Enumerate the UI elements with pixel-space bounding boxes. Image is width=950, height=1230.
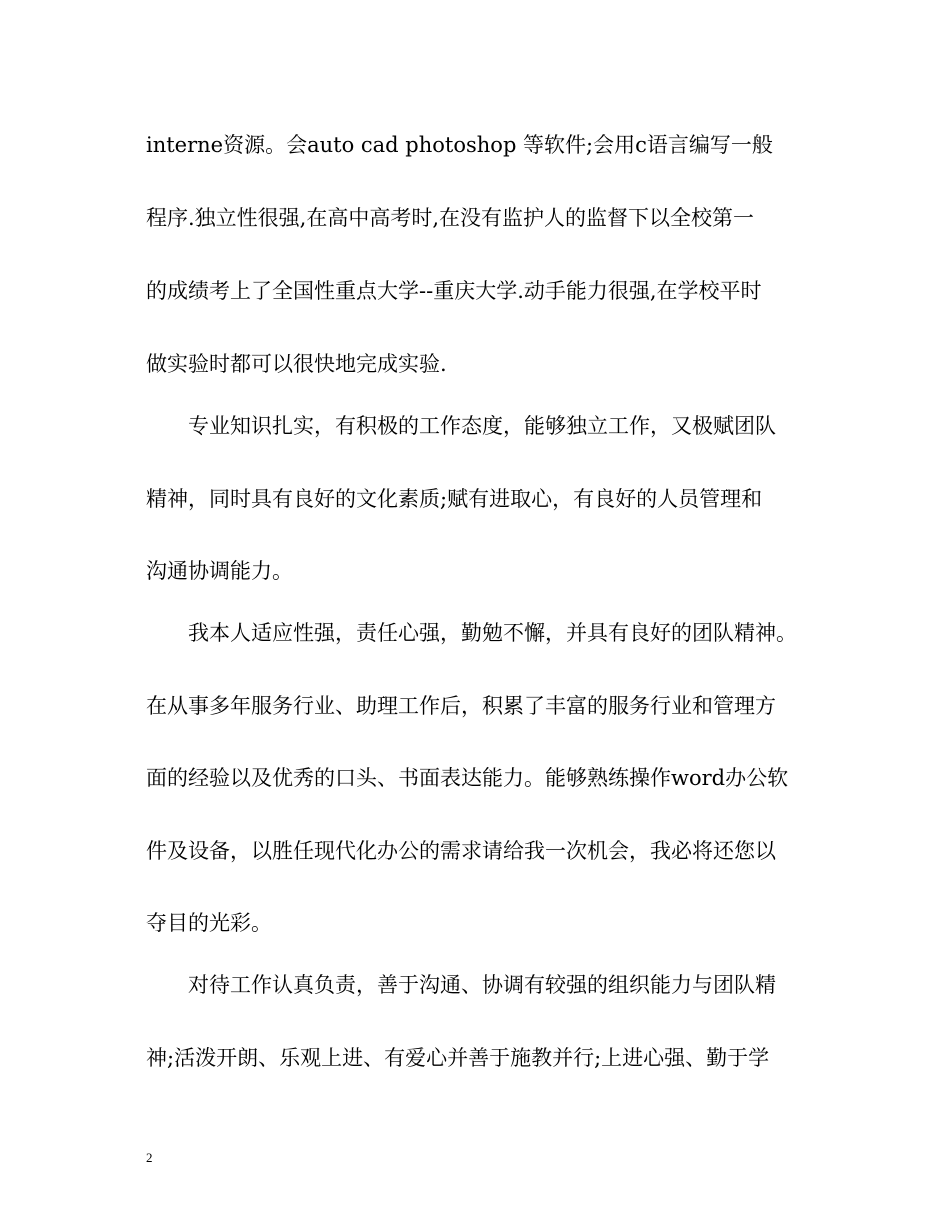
paragraph-first-line: 对待工作认真负责，善于沟通、协调有较强的组织能力与团队精 [188,973,776,997]
paragraph-first-line: 我本人适应性强，责任心强，勤勉不懈，并具有良好的团队精神。 [188,621,797,645]
paragraph-first-line: 专业知识扎实，有积极的工作态度，能够独立工作，又极赋团队 [188,414,776,438]
body-text-line: 面的经验以及优秀的口头、书面表达能力。能够熟练操作word办公软 [146,766,789,790]
body-text-line: 程序.独立性很强,在高中高考时,在没有监护人的监督下以全校第一 [146,206,755,230]
body-text-line: 件及设备，以胜任现代化办公的需求请给我一次机会，我必将还您以 [146,839,776,863]
body-text-line: 夺目的光彩。 [146,911,272,935]
body-text-line: interne资源。会auto cad photoshop 等软件;会用c语言编写一般 [146,133,773,157]
body-text-line: 的成绩考上了全国性重点大学--重庆大学.动手能力很强,在学校平时 [146,279,762,303]
body-text-line: 神;活泼开朗、乐观上进、有爱心并善于施教并行;上进心强、勤于学 [146,1046,770,1070]
body-text-line: 做实验时都可以很快地完成实验. [146,352,447,376]
page-number: 2 [146,1150,153,1165]
body-text-line: 在从事多年服务行业、助理工作后，积累了丰富的服务行业和管理方 [146,694,776,718]
body-text-line: 精神，同时具有良好的文化素质;赋有进取心，有良好的人员管理和 [146,487,763,511]
body-text-line: 沟通协调能力。 [146,559,293,583]
